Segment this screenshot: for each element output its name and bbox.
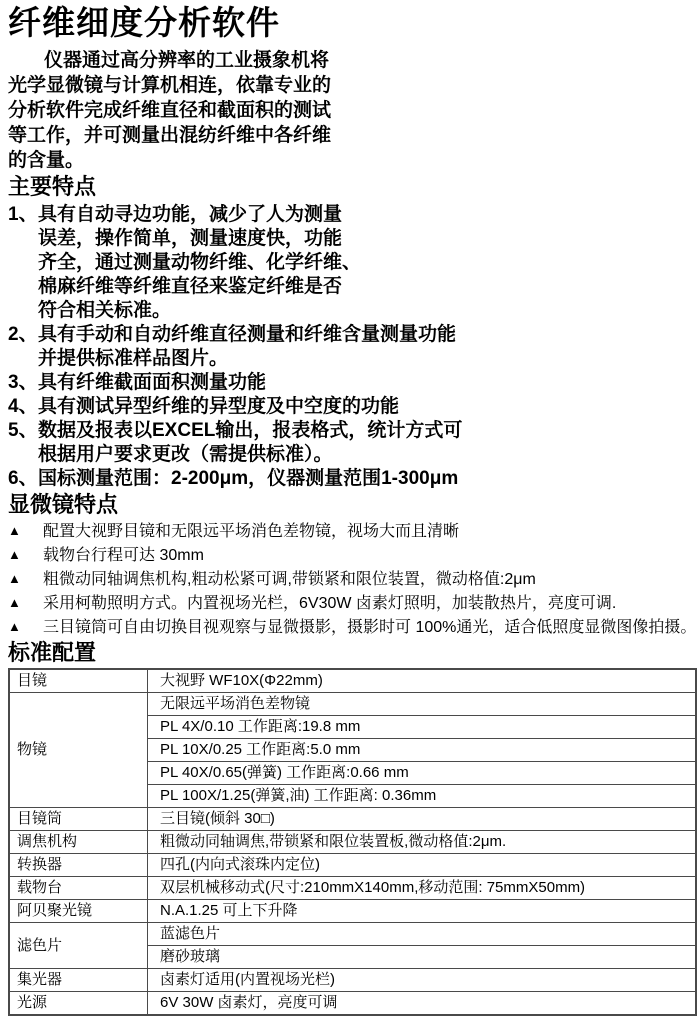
config-row	[9, 992, 696, 1016]
config-label: 调焦机构	[9, 831, 148, 854]
microscope-feature-text: 配置大视野目镜和无限远平场消色差物镜，视场大而且清晰	[43, 523, 460, 540]
config-value: 粗微动同轴调焦,带锁紧和限位装置板,微动格值:2μm.	[148, 831, 697, 854]
microscope-feature-text: 载物台行程可达 30mm	[43, 547, 204, 564]
item-number: 3、	[8, 372, 38, 393]
config-row	[9, 969, 696, 992]
feature-line	[8, 419, 700, 443]
intro-line: 分析软件完成纤维直径和截面积的测试	[8, 100, 332, 121]
config-value: PL 10X/0.25 工作距离:5.0 mm	[148, 739, 697, 762]
feature-line	[8, 323, 700, 347]
page-title: 纤维细度分析软件	[8, 4, 280, 41]
feature-text: 具有手动和自动纤维直径测量和纤维含量测量功能	[38, 324, 457, 345]
feature-line	[8, 371, 700, 395]
config-label: 目镜筒	[9, 808, 148, 831]
config-value: 四孔(内向式滚珠内定位)	[148, 854, 697, 877]
feature-text: 齐全，通过测量动物纤维、化学纤维、	[38, 252, 362, 273]
config-value: PL 40X/0.65(弹簧) 工作距离:0.66 mm	[148, 762, 697, 785]
microscope-feature-item	[8, 615, 700, 639]
config-label: 转换器	[9, 854, 148, 877]
config-label: 阿贝聚光镜	[9, 900, 148, 923]
triangle-bullet-icon: ▲	[8, 595, 21, 610]
feature-line	[8, 203, 700, 227]
item-number: 6、	[8, 468, 38, 489]
feature-item	[8, 323, 700, 371]
feature-item	[8, 467, 700, 491]
feature-item	[8, 395, 700, 419]
section-heading-standard-config: 标准配置	[8, 640, 97, 665]
microscope-feature-text: 三目镜筒可自由切换目视观察与显微摄影，摄影时可 100%通光，适合低照度显微图像拍摄。	[43, 619, 697, 636]
triangle-bullet-icon: ▲	[8, 619, 21, 634]
config-value: 磨砂玻璃	[148, 946, 697, 969]
feature-text: 具有自动寻边功能，减少了人为测量	[38, 204, 343, 225]
feature-text: 国标测量范围：2-200μm，仪器测量范围1-300μm	[38, 468, 459, 489]
intro-line: 光学显微镜与计算机相连，依靠专业的	[8, 75, 332, 96]
feature-text: 符合相关标准。	[38, 300, 172, 321]
intro-paragraph	[8, 48, 700, 173]
microscope-feature-item	[8, 591, 700, 615]
feature-line	[8, 275, 700, 299]
config-row	[9, 693, 696, 716]
feature-line	[8, 227, 700, 251]
triangle-bullet-icon: ▲	[8, 523, 21, 538]
config-label: 集光器	[9, 969, 148, 992]
feature-item	[8, 371, 700, 395]
config-row	[9, 900, 696, 923]
config-label: 滤色片	[9, 923, 148, 969]
config-value: 大视野 WF10X(Φ22mm)	[148, 669, 697, 693]
config-value: 蓝滤色片	[148, 923, 697, 946]
config-label: 载物台	[9, 877, 148, 900]
config-value: 双层机械移动式(尺寸:210mmX140mm,移动范围: 75mmX50mm)	[148, 877, 697, 900]
config-label: 光源	[9, 992, 148, 1016]
config-label: 物镜	[9, 693, 148, 808]
feature-item	[8, 203, 700, 323]
config-label: 目镜	[9, 669, 148, 693]
feature-text: 误差，操作简单，测量速度快，功能	[38, 228, 343, 249]
microscope-feature-item	[8, 519, 700, 543]
config-row	[9, 808, 696, 831]
standard-config-table	[8, 668, 697, 1016]
section-heading-microscope-features: 显微镜特点	[8, 492, 119, 517]
main-features-list	[8, 203, 700, 491]
microscope-features-list	[8, 519, 700, 639]
feature-line	[8, 467, 700, 491]
config-row	[9, 923, 696, 946]
feature-text: 数据及报表以EXCEL输出，报表格式，统计方式可	[38, 420, 463, 441]
microscope-feature-item	[8, 567, 700, 591]
item-number: 4、	[8, 396, 38, 417]
config-value: PL 4X/0.10 工作距离:19.8 mm	[148, 716, 697, 739]
config-value: N.A.1.25 可上下升降	[148, 900, 697, 923]
config-row	[9, 854, 696, 877]
microscope-feature-text: 粗微动同轴调焦机构,粗动松紧可调,带锁紧和限位装置，微动格值:2μm	[43, 571, 536, 588]
config-value: PL 100X/1.25(弹簧,油) 工作距离: 0.36mm	[148, 785, 697, 808]
feature-line	[8, 251, 700, 275]
config-row	[9, 831, 696, 854]
config-row	[9, 877, 696, 900]
feature-line	[8, 443, 700, 467]
triangle-bullet-icon: ▲	[8, 571, 21, 586]
config-value: 6V 30W 卤素灯，亮度可调	[148, 992, 697, 1016]
feature-line	[8, 299, 700, 323]
feature-text: 具有测试异型纤维的异型度及中空度的功能	[38, 396, 400, 417]
item-number: 1、	[8, 204, 38, 225]
feature-text: 根据用户要求更改（需提供标准）。	[38, 444, 333, 465]
intro-line: 仪器通过高分辨率的工业摄象机将	[44, 50, 330, 71]
feature-text: 并提供标准样品图片。	[38, 348, 229, 369]
config-value: 三目镜(倾斜 30□)	[148, 808, 697, 831]
feature-line	[8, 395, 700, 419]
config-value: 无限远平场消色差物镜	[148, 693, 697, 716]
item-number: 2、	[8, 324, 38, 345]
feature-text: 棉麻纤维等纤维直径来鉴定纤维是否	[38, 276, 343, 297]
config-value: 卤素灯适用(内置视场光栏)	[148, 969, 697, 992]
intro-line: 等工作，并可测量出混纺纤维中各纤维	[8, 125, 332, 146]
microscope-feature-text: 采用柯勒照明方式。内置视场光栏，6V30W 卤素灯照明，加装散热片，亮度可调.	[43, 595, 617, 612]
feature-item	[8, 419, 700, 467]
feature-line	[8, 347, 700, 371]
triangle-bullet-icon: ▲	[8, 547, 21, 562]
intro-line: 的含量。	[8, 150, 85, 171]
microscope-feature-item	[8, 543, 700, 567]
item-number: 5、	[8, 420, 38, 441]
feature-text: 具有纤维截面面积测量功能	[38, 372, 267, 393]
section-heading-main-features: 主要特点	[8, 174, 97, 199]
config-row	[9, 669, 696, 693]
